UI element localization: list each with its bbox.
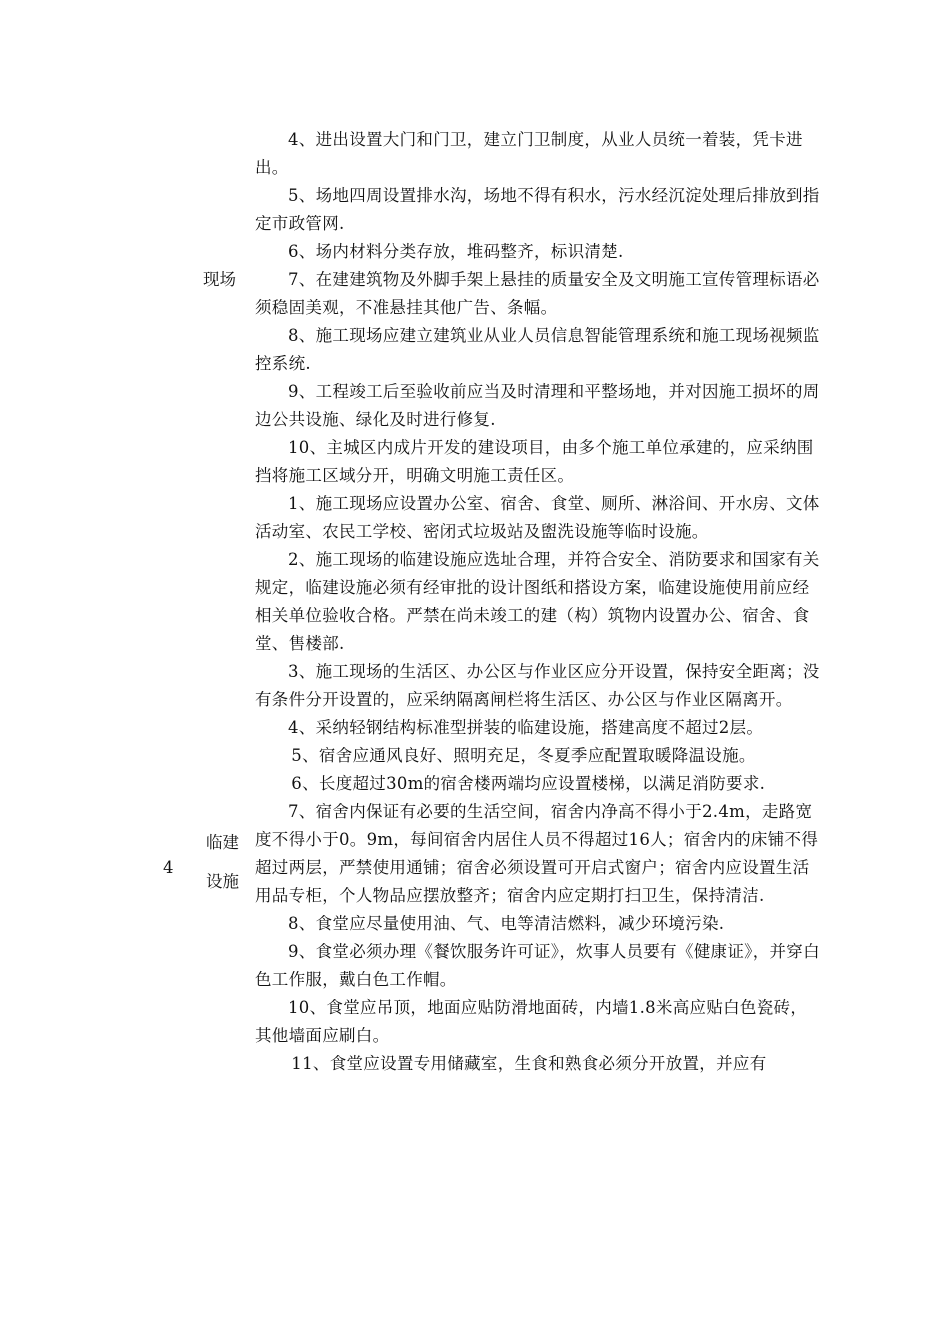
paragraph: 11、食堂应设置专用储藏室，生食和熟食必须分开放置，并应有: [291, 1054, 767, 1073]
paragraph: 6、场内材料分类存放，堆码整齐，标识清楚.: [288, 242, 624, 261]
paragraph: 10、主城区内成片开发的建设项目，由多个施工单位承建的，应采纳围挡将施工区域分开，明确文明施工责任区。: [255, 438, 814, 485]
paragraph: 9、食堂必须办理《餐饮服务许可证》，炊事人员要有《健康证》，并穿白色工作服，戴白色工作帽。: [255, 942, 820, 989]
paragraph: 4、采纳轻钢结构标准型拼装的临建设施，搭建高度不超过2层。: [288, 718, 764, 737]
section-number: 4: [163, 858, 174, 877]
paragraph: 6、长度超过30m的宿舍楼两端均应设置楼梯，以满足消防要求.: [291, 774, 766, 793]
paragraph: 5、宿舍应通风良好、照明充足，冬夏季应配置取暖降温设施。: [291, 746, 756, 765]
paragraph: 8、施工现场应建立建筑业从业人员信息智能管理系统和施工现场视频监控系统.: [255, 326, 820, 373]
section-label-linjian: 临建: [206, 833, 239, 852]
section-label-xianchang: 现场: [203, 270, 236, 289]
paragraph: 4、进出设置大门和门卫，建立门卫制度，从业人员统一着装，凭卡进出。: [255, 130, 803, 177]
paragraph: 7、宿舍内保证有必要的生活空间，宿舍内净高不得小于2.4m，走路宽度不得小于0。9m，每间宿舍内居住人员不得超过16人；宿舍内的床铺不得超过两层，严禁使用通铺；宿舍必须设置可开启式窗户；宿舍内应设置生活用品专柜，个人物品应摆放整齐；宿舍内应定期打扫卫生，保持清洁.: [255, 802, 819, 905]
paragraph: 9、工程竣工后至验收前应当及时清理和平整场地，并对因施工损坏的周边公共设施、绿化及时进行修复.: [255, 382, 820, 429]
paragraph: 5、场地四周设置排水沟，场地不得有积水，污水经沉淀处理后排放到指定市政管网.: [255, 186, 820, 233]
paragraph: 3、施工现场的生活区、办公区与作业区应分开设置，保持安全距离；没有条件分开设置的，应采纳隔离闸栏将生活区、办公区与作业区隔离开。: [255, 662, 820, 709]
paragraph: 1、施工现场应设置办公室、宿舍、食堂、厕所、淋浴间、开水房、文体活动室、农民工学校、密闭式垃圾站及盥洗设施等临时设施。: [255, 494, 820, 541]
paragraph: 2、施工现场的临建设施应选址合理，并符合安全、消防要求和国家有关规定，临建设施必须有经审批的设计图纸和搭设方案，临建设施使用前应经相关单位验收合格。严禁在尚未竣工的建（构）筑物内设置办公、宿舍、食堂、售楼部.: [255, 550, 820, 653]
body-text: [255, 126, 820, 1078]
paragraph: 7、在建建筑物及外脚手架上悬挂的质量安全及文明施工宣传管理标语必须稳固美观，不准悬挂其他广告、条幅。: [255, 270, 820, 317]
paragraph: 10、食堂应吊顶，地面应贴防滑地面砖，内墙1.8米高应贴白色瓷砖，其他墙面应刷白。: [255, 998, 808, 1045]
paragraph: 8、食堂应尽量使用油、气、电等清洁燃料，减少环境污染.: [288, 914, 725, 933]
section-label-sheshi: 设施: [206, 872, 239, 890]
